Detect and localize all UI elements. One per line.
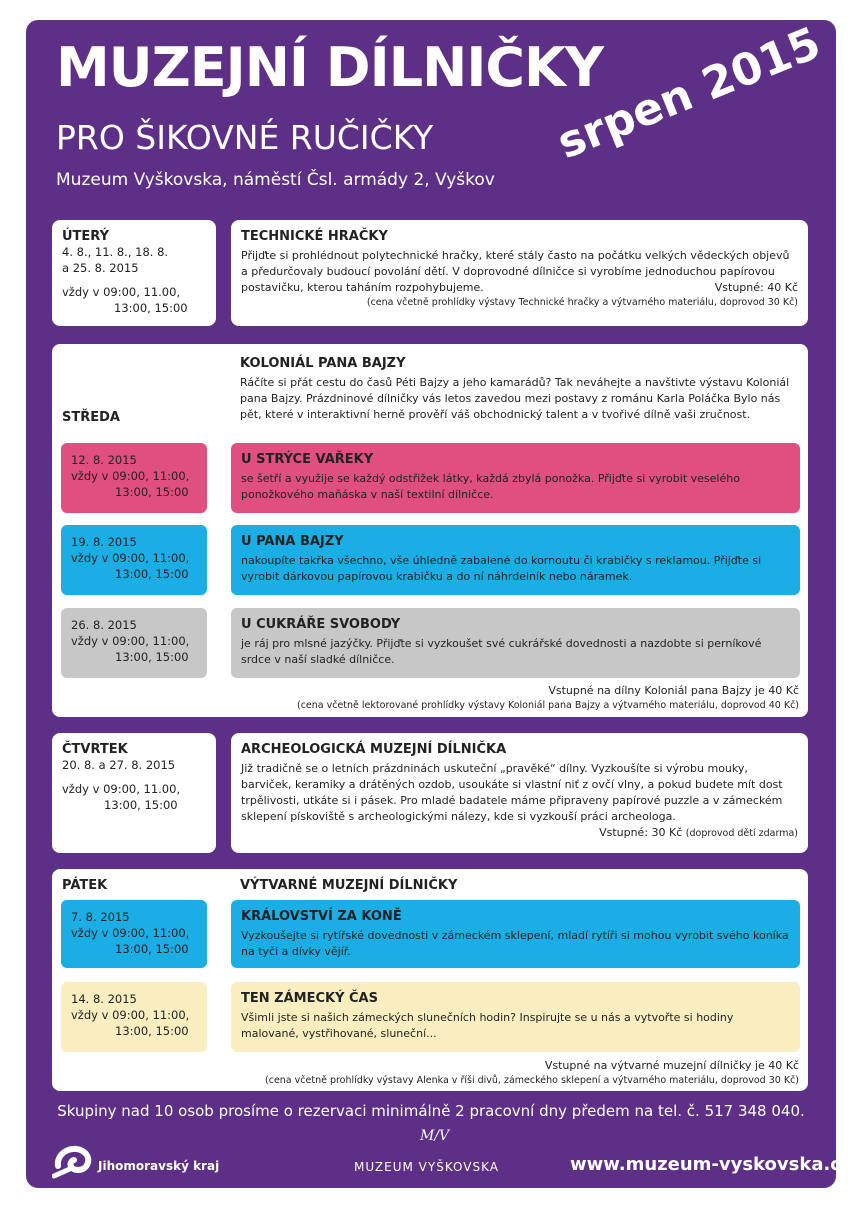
page-subtitle: PRO ŠIKOVNÉ RUČIČKY: [56, 118, 434, 157]
workshop-date-card: [61, 525, 207, 595]
jihomoravsky-kraj-logo-icon: [52, 1142, 96, 1180]
price-value: Vstupné: 30 Kč: [599, 826, 683, 839]
workshop-card: [231, 443, 800, 513]
workshop-description: Všimli jste si našich zámeckých slunečních hodin? Inspirujte se u nás a vytvořte si hodiny malované, vystřihované, sluneční...: [241, 1011, 734, 1040]
price: Vstupné: 40 Kč: [714, 281, 798, 294]
dates: a 25. 8. 2015: [62, 261, 139, 275]
address: Muzeum Vyškovska, náměstí Čsl. armády 2, Vyškov: [56, 170, 495, 190]
date: 7. 8. 2015: [71, 910, 130, 924]
date: 26. 8. 2015: [71, 618, 137, 632]
price-note: (cena včetně prohlídky výstavy Alenka v říši divů, zámeckého sklepení a výtvarného materiálu, doprovod 30 Kč): [265, 1075, 799, 1086]
workshop-date-card: [61, 900, 207, 968]
workshop-title: U CUKRÁŘE SVOBODY: [241, 617, 401, 632]
times: vždy v 09:00, 11.00,: [62, 285, 181, 299]
price: Vstupné na dílny Koloniál pana Bajzy je 40 Kč: [548, 684, 799, 697]
workshop-date-card: [61, 982, 207, 1052]
workshop-date-card: [61, 443, 207, 513]
times: 13:00, 15:00: [115, 650, 189, 664]
times: 13:00, 15:00: [115, 485, 189, 499]
workshop-description: se šetří a využije se každý odstřižek látky, každá zbylá ponožka. Přijďte si vyrobit veselého ponožkového maňáska v naší textilní dílničce.: [241, 472, 740, 501]
date: 14. 8. 2015: [71, 992, 137, 1006]
wednesday-section: [52, 344, 808, 717]
thursday-event: [231, 733, 808, 853]
event-description: Přijďte si prohlédnout polytechnické hračky, které stály často na počátku velkých vědeckých objevů a předurčovaly budoucí povolání dětí. V doprovodné dílničce si vyrobíme jednoduchou papírovou postavičku, kterou taháním rozpohybujeme.: [241, 249, 790, 294]
price-note: (doprovod dětí zdarma): [685, 828, 798, 839]
times: vždy v 09:00, 11:00,: [71, 926, 190, 940]
price-note: (cena včetně prohlídky výstavy Technické hračky a výtvarného materiálu, doprovod 30 Kč): [366, 297, 798, 308]
workshop-description: nakoupíte takřka všechno, vše úhledně zabalené do kornoutu či krabičky s reklamou. Přijďte si vyrobit dárkovou papírovou krabičku a do ní náhrdelník nebo náramek.: [241, 554, 762, 583]
day-name: ÚTERÝ: [62, 229, 110, 244]
dates: 4. 8., 11. 8., 18. 8.: [62, 245, 169, 259]
date: 12. 8. 2015: [71, 453, 137, 467]
times: vždy v 09:00, 11:00,: [71, 469, 190, 483]
times: 13:00, 15:00: [115, 567, 189, 581]
workshop-title: U STRÝCE VAŘEKY: [241, 452, 374, 467]
workshop-title: KRÁLOVSTVÍ ZA KONĚ: [241, 909, 402, 924]
day-name: ČTVRTEK: [62, 742, 128, 757]
workshop-card: [231, 608, 800, 678]
website-link[interactable]: www.muzeum-vyskovska.cz: [570, 1154, 852, 1175]
event-title: VÝTVARNÉ MUZEJNÍ DÍLNIČKY: [240, 878, 458, 893]
group-reservation-note: Skupiny nad 10 osob prosíme o rezervaci minimálně 2 pracovní dny předem na tel. č. 517 348 040.: [57, 1102, 805, 1120]
times: vždy v 09:00, 11:00,: [71, 551, 190, 565]
event-title: TECHNICKÉ HRAČKY: [241, 229, 388, 244]
event-title: KOLONIÁL PANA BAJZY: [240, 356, 406, 371]
workshop-date-card: [61, 608, 207, 678]
page-title: MUZEJNÍ DÍLNIČKY: [56, 36, 603, 99]
times: 13:00, 15:00: [115, 942, 189, 956]
kraj-name: Jihomoravský kraj: [98, 1159, 220, 1173]
event-description: Již tradičně se o letních prázdninách uskuteční „pravěké“ dílny. Vyzkoušíte si výrobu mouky, barviček, keramiky a drátěných ozdob, usoukáte si vlastní niť z ovčí vlny, a pokud budete mít dost trpělivosti, utkáte si i pásek. Pro mladé badatele máme připraveny papírové puzzle a v zámeckém sklepení pískoviště s archeologickými nálezy, kde si vyzkouší práci archeologa.: [241, 762, 783, 823]
tuesday-event: [231, 220, 808, 326]
event-title: ARCHEOLOGICKÁ MUZEJNÍ DÍLNIČKA: [241, 742, 507, 757]
times: 13:00, 15:00: [104, 798, 178, 812]
times: 13:00, 15:00: [114, 301, 188, 315]
workshop-card: [231, 982, 800, 1052]
price-note: (cena včetně lektorované prohlídky výstavy Koloniál pana Bajzy a výtvarného materiálu, doprovod 40 Kč): [296, 700, 799, 711]
times: vždy v 09:00, 11.00,: [62, 782, 181, 796]
day-name: PÁTEK: [62, 878, 108, 893]
date: 19. 8. 2015: [71, 535, 137, 549]
event-description: Ráčíte si přát cestu do časů Péti Bajzy a jeho kamarádů? Tak neváhejte a navštivte výstavu Koloniál pana Bajzy. Prázdninové dílničky vás letos zavedou mezi postavy z románu Karla Poláčka Bylo nás pět, které v interaktivní herně prověří váš obchodnický talent a v tvořivé dílně vaši zručnost.: [240, 376, 790, 421]
thursday-schedule: [52, 733, 216, 853]
day-name: STŘEDA: [62, 410, 120, 425]
tuesday-schedule: [52, 220, 216, 326]
times: 13:00, 15:00: [115, 1024, 189, 1038]
workshop-title: TEN ZÁMECKÝ ČAS: [241, 991, 378, 1006]
times: vždy v 09:00, 11:00,: [71, 634, 190, 648]
price: Vstupné na výtvarné muzejní dílničky je 40 Kč: [544, 1059, 799, 1072]
month-label: srpen 2015: [550, 17, 828, 170]
workshop-title: U PANA BAJZY: [241, 534, 344, 549]
workshop-description: Vyzkoušejte si rytířské dovednosti v zámeckém sklepení, mladí rytíři si mohou vyrobit svého koníka na tyči a dívky vějíř.: [241, 929, 789, 958]
workshop-card: [231, 900, 800, 968]
price: [241, 825, 798, 842]
museum-mark-logo: M/V: [420, 1128, 450, 1144]
dates: 20. 8. a 27. 8. 2015: [62, 758, 176, 772]
workshop-card: [231, 525, 800, 595]
workshop-description: je ráj pro mlsné jazýčky. Přijďte si vyzkoušet své cukrářské dovednosti a nazdobte si perníkové srdce v naší sladké dílničce.: [241, 637, 762, 666]
times: vždy v 09:00, 11:00,: [71, 1008, 190, 1022]
museum-name: MUZEUM VYŠKOVSKA: [354, 1160, 499, 1174]
friday-section: [52, 869, 808, 1091]
